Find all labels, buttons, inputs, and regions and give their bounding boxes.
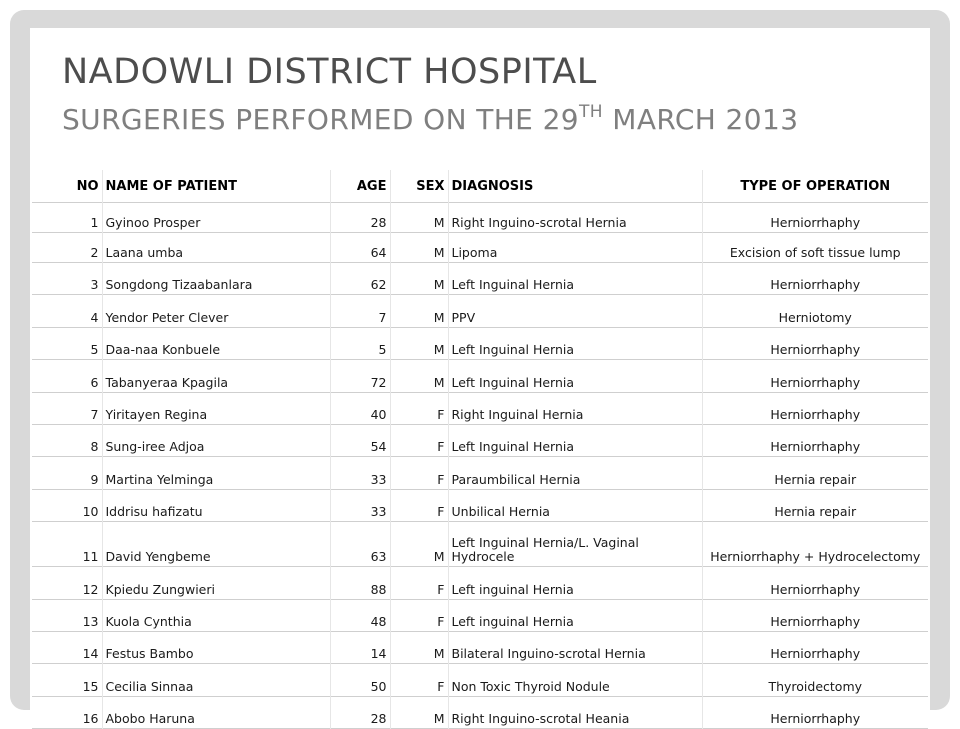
cell-sex: M <box>390 360 448 392</box>
cell-age: 88 <box>330 567 390 599</box>
table-row <box>32 203 928 233</box>
cell-patient-name: Kpiedu Zungwieri <box>102 567 330 599</box>
cell-diagnosis: Non Toxic Thyroid Nodule <box>448 664 702 696</box>
subtitle-date-text: MARCH 2013 <box>602 103 799 136</box>
cell-diagnosis: Left Inguinal Hernia/L. Vaginal Hydrocele <box>448 522 702 567</box>
cell-sex: F <box>390 599 448 631</box>
cell-sex: F <box>390 664 448 696</box>
cell-sex: M <box>390 263 448 295</box>
cell-operation: Herniorrhaphy <box>770 215 861 230</box>
cell-sex: F <box>390 489 448 521</box>
cell-age: 48 <box>330 599 390 631</box>
cell-diagnosis: Left Inguinal Hernia <box>448 263 702 295</box>
header-diagnosis: DIAGNOSIS <box>448 170 702 203</box>
cell-no: 13 <box>32 599 102 631</box>
table-row <box>32 522 928 567</box>
cell-operation: Herniorrhaphy <box>770 406 861 422</box>
table-body <box>32 203 928 729</box>
cell-age: 54 <box>330 424 390 456</box>
table-row <box>32 631 928 663</box>
table-row <box>32 327 928 359</box>
cell-no: 10 <box>32 489 102 521</box>
header-name-of-patient: NAME OF PATIENT <box>102 170 330 203</box>
cell-operation: Excision of soft tissue lump <box>729 245 901 260</box>
table-row <box>32 392 928 424</box>
cell-patient-name: David Yengbeme <box>102 522 330 567</box>
cell-patient-name: Songdong Tizaabanlara <box>102 263 330 295</box>
cell-sex: M <box>390 233 448 263</box>
cell-operation: Herniorrhaphy <box>770 277 861 293</box>
cell-diagnosis: Left Inguinal Hernia <box>448 424 702 456</box>
cell-no: 3 <box>32 263 102 295</box>
table-row <box>32 295 928 327</box>
header-sex: SEX <box>390 170 448 203</box>
table-row <box>32 457 928 489</box>
cell-age: 5 <box>330 327 390 359</box>
cell-diagnosis: Unbilical Hernia <box>448 489 702 521</box>
cell-sex: M <box>390 295 448 327</box>
cell-operation: Herniorrhaphy <box>770 711 861 727</box>
table-row <box>32 489 928 521</box>
table-row <box>32 599 928 631</box>
surgeries-table <box>32 170 928 729</box>
cell-diagnosis: Right Inguino-scrotal Hernia <box>448 203 702 233</box>
cell-diagnosis: Left inguinal Hernia <box>448 599 702 631</box>
cell-sex: M <box>390 522 448 567</box>
cell-age: 62 <box>330 263 390 295</box>
cell-patient-name: Martina Yelminga <box>102 457 330 489</box>
table-row <box>32 424 928 456</box>
cell-no: 1 <box>32 203 102 233</box>
cell-no: 9 <box>32 457 102 489</box>
cell-no: 12 <box>32 567 102 599</box>
header-age: AGE <box>330 170 390 203</box>
cell-age: 33 <box>330 489 390 521</box>
cell-sex: M <box>390 327 448 359</box>
cell-age: 33 <box>330 457 390 489</box>
cell-sex: M <box>390 631 448 663</box>
cell-diagnosis: Left Inguinal Hernia <box>448 327 702 359</box>
cell-patient-name: Kuola Cynthia <box>102 599 330 631</box>
surgeries-table-container <box>32 170 928 729</box>
cell-sex: M <box>390 696 448 728</box>
cell-diagnosis: Right Inguino-scrotal Heania <box>448 696 702 728</box>
table-row <box>32 567 928 599</box>
cell-age: 14 <box>330 631 390 663</box>
cell-no: 6 <box>32 360 102 392</box>
cell-sex: F <box>390 392 448 424</box>
cell-patient-name: Cecilia Sinnaa <box>102 664 330 696</box>
cell-patient-name: Abobo Haruna <box>102 696 330 728</box>
cell-no: 15 <box>32 664 102 696</box>
cell-patient-name: Laana umba <box>102 233 330 263</box>
cell-operation: Herniorrhaphy <box>770 613 861 629</box>
cell-no: 11 <box>32 522 102 567</box>
cell-patient-name: Gyinoo Prosper <box>102 203 330 233</box>
header-type-of-operation: TYPE OF OPERATION <box>740 178 891 194</box>
header-no: NO <box>32 170 102 203</box>
cell-patient-name: Yiritayen Regina <box>102 392 330 424</box>
slide-title: NADOWLI DISTRICT HOSPITAL <box>62 52 597 92</box>
cell-operation: Thyroidectomy <box>768 678 863 694</box>
cell-patient-name: Festus Bambo <box>102 631 330 663</box>
cell-diagnosis: Left inguinal Hernia <box>448 567 702 599</box>
cell-age: 50 <box>330 664 390 696</box>
cell-patient-name: Tabanyeraa Kpagila <box>102 360 330 392</box>
cell-age: 7 <box>330 295 390 327</box>
cell-operation: Hernia repair <box>774 471 857 487</box>
table-row <box>32 664 928 696</box>
table-row <box>32 360 928 392</box>
cell-diagnosis: Lipoma <box>448 233 702 263</box>
cell-diagnosis: PPV <box>448 295 702 327</box>
cell-sex: M <box>390 203 448 233</box>
cell-no: 2 <box>32 233 102 263</box>
cell-patient-name: Yendor Peter Clever <box>102 295 330 327</box>
cell-no: 16 <box>32 696 102 728</box>
subtitle-ordinal-suffix: TH <box>579 102 603 122</box>
cell-no: 7 <box>32 392 102 424</box>
table-row <box>32 233 928 263</box>
table-header-row <box>32 170 928 203</box>
cell-age: 28 <box>330 203 390 233</box>
cell-no: 14 <box>32 631 102 663</box>
table-row <box>32 696 928 728</box>
cell-operation: Herniotomy <box>778 309 852 325</box>
cell-operation: Herniorrhaphy <box>770 581 861 597</box>
cell-no: 8 <box>32 424 102 456</box>
cell-age: 28 <box>330 696 390 728</box>
cell-sex: F <box>390 567 448 599</box>
cell-operation: Herniorrhaphy <box>770 646 861 662</box>
cell-no: 4 <box>32 295 102 327</box>
cell-age: 40 <box>330 392 390 424</box>
subtitle-text: SURGERIES PERFORMED ON THE 29 <box>62 103 579 136</box>
cell-sex: F <box>390 457 448 489</box>
cell-operation: Herniorrhaphy + Hydrocelectomy <box>710 549 921 565</box>
cell-diagnosis: Left Inguinal Hernia <box>448 360 702 392</box>
cell-sex: F <box>390 424 448 456</box>
cell-operation: Hernia repair <box>774 504 857 520</box>
cell-patient-name: Sung-iree Adjoa <box>102 424 330 456</box>
cell-no: 5 <box>32 327 102 359</box>
cell-age: 63 <box>330 522 390 567</box>
cell-patient-name: Iddrisu hafizatu <box>102 489 330 521</box>
cell-diagnosis: Paraumbilical Hernia <box>448 457 702 489</box>
cell-diagnosis: Bilateral Inguino-scrotal Hernia <box>448 631 702 663</box>
table-row <box>32 263 928 295</box>
cell-age: 64 <box>330 233 390 263</box>
cell-operation: Herniorrhaphy <box>770 374 861 390</box>
cell-age: 72 <box>330 360 390 392</box>
cell-diagnosis: Right Inguinal Hernia <box>448 392 702 424</box>
cell-operation: Herniorrhaphy <box>770 342 861 358</box>
cell-patient-name: Daa-naa Konbuele <box>102 327 330 359</box>
slide-subtitle <box>62 103 798 136</box>
cell-operation: Herniorrhaphy <box>770 439 861 455</box>
